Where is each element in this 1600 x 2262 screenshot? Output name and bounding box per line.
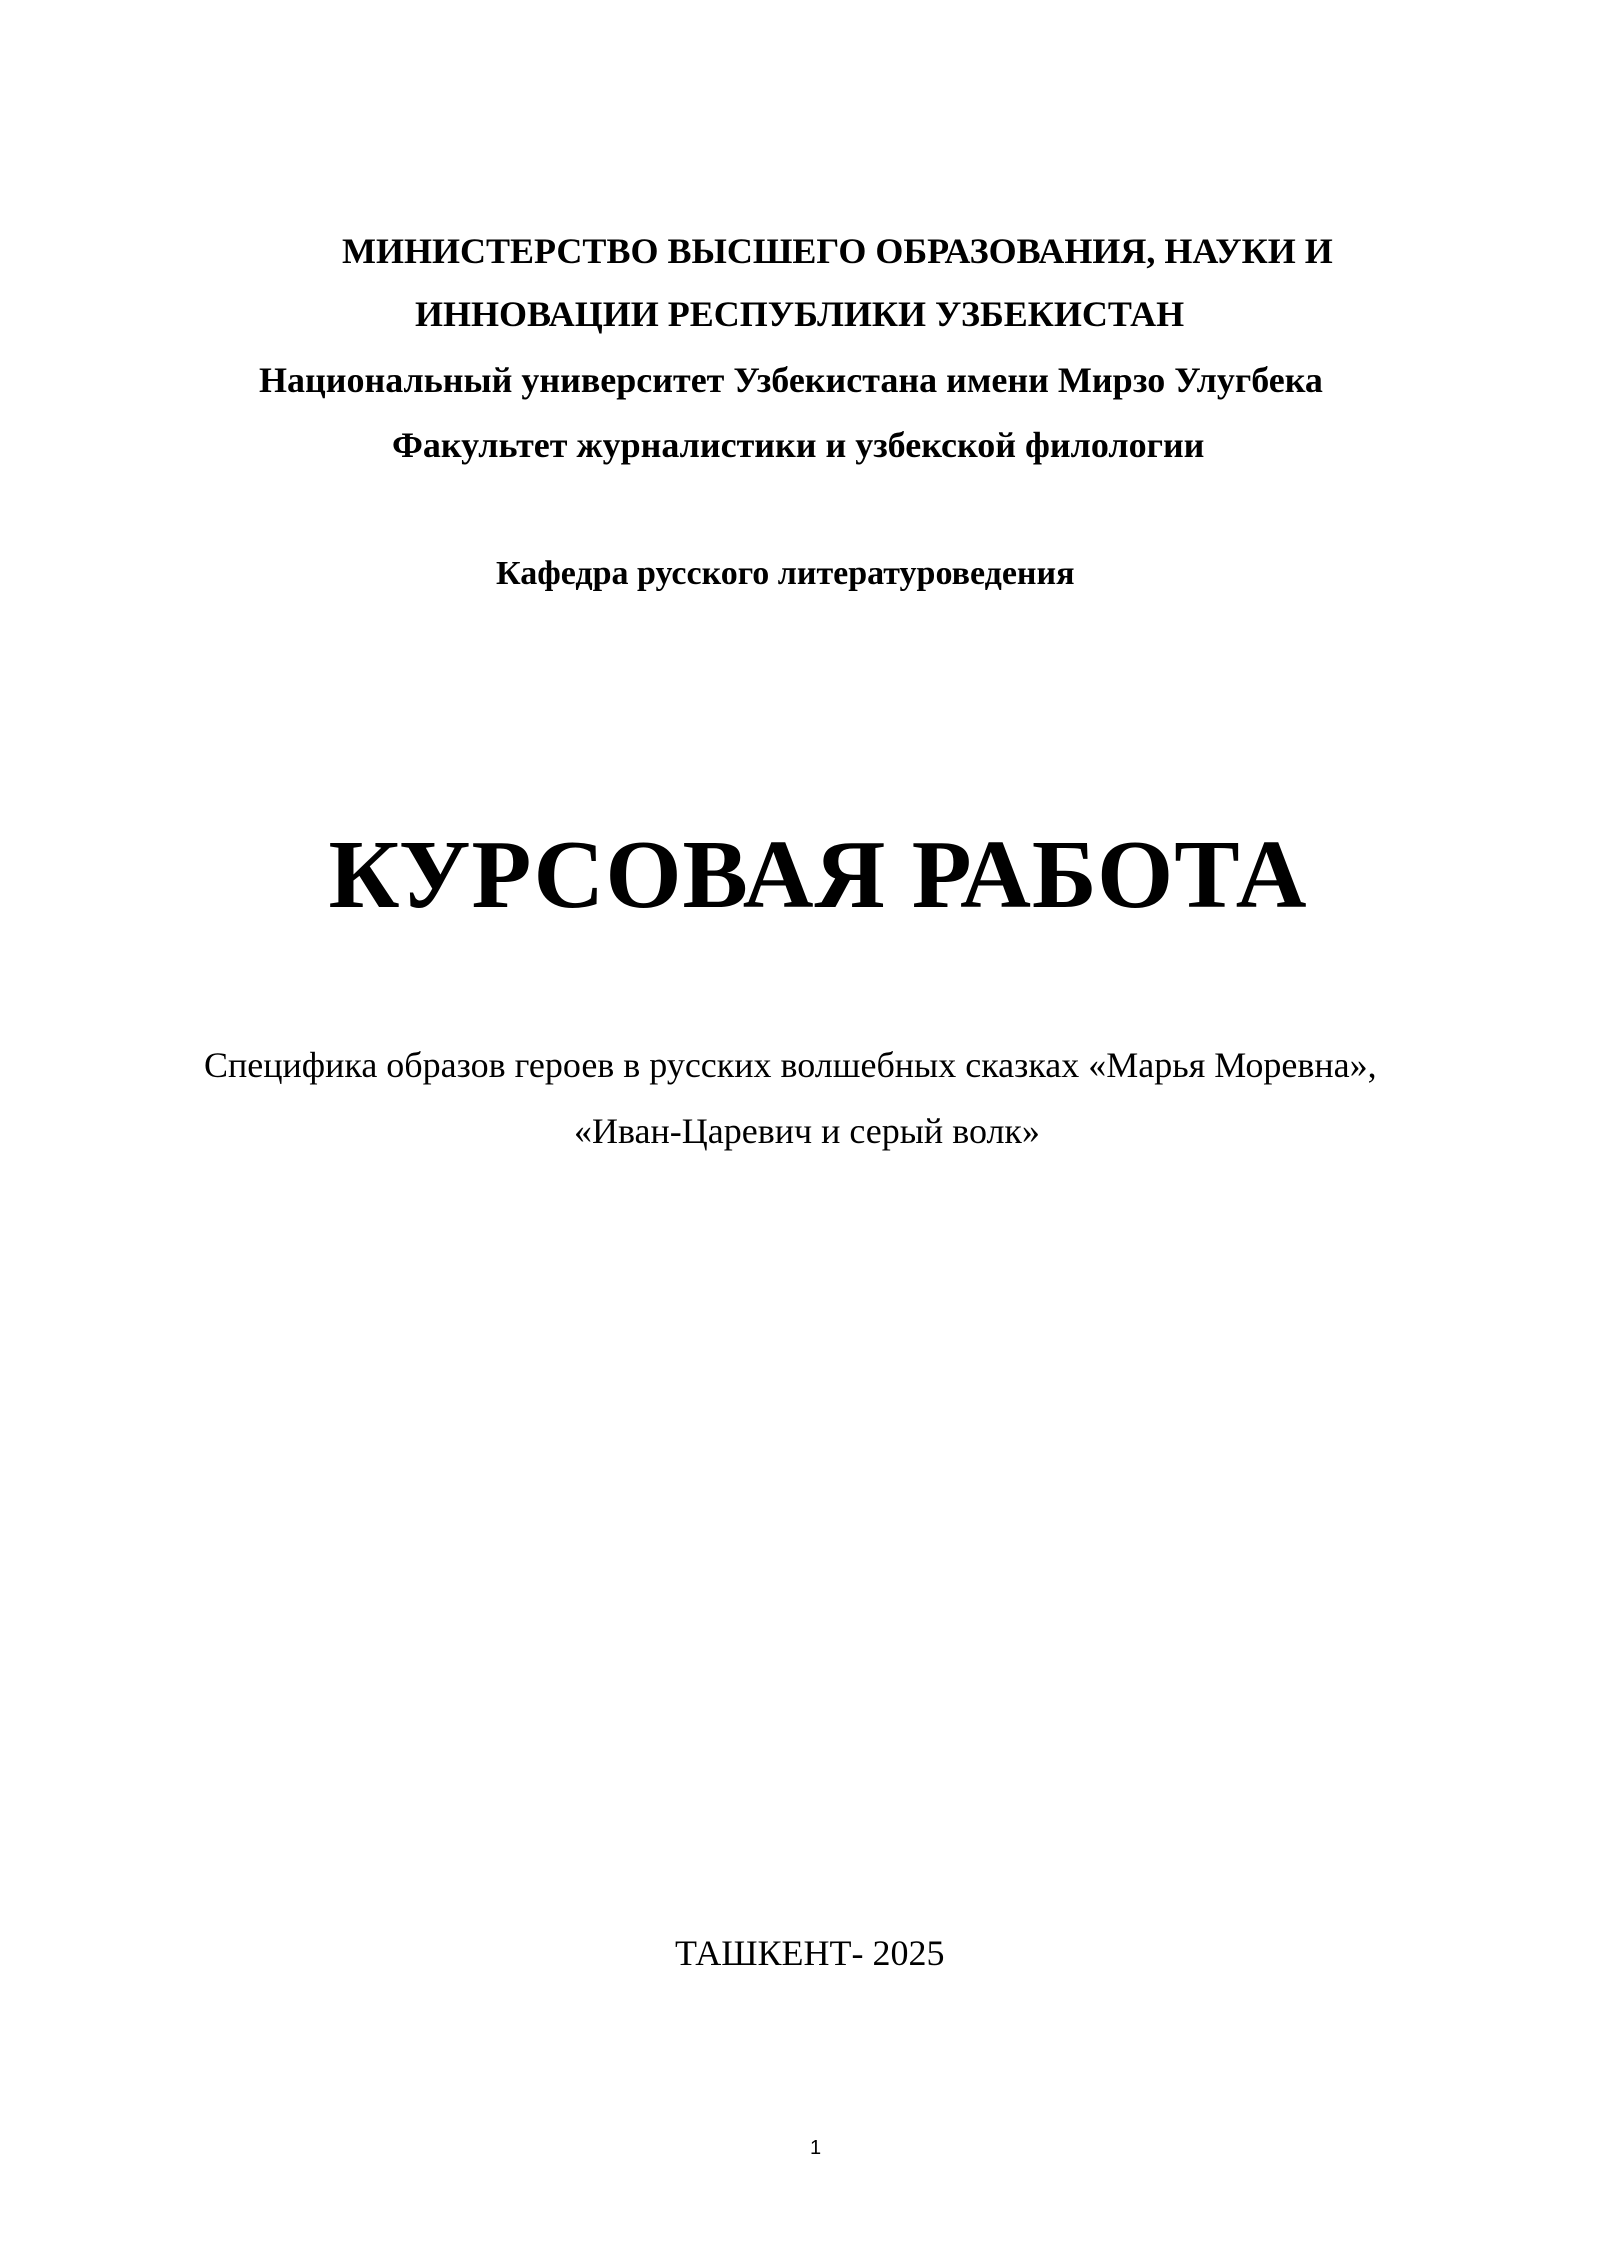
city-year: ТАШКЕНТ- 2025: [675, 1933, 945, 1973]
ministry-line-1: МИНИСТЕРСТВО ВЫСШЕГО ОБРАЗОВАНИЯ, НАУКИ И: [342, 231, 1333, 271]
faculty-name: Факультет журналистики и узбекской филологии: [392, 425, 1205, 465]
page-number: 1: [810, 2137, 822, 2159]
university-name: Национальный университет Узбекистана имени Мирзо Улугбека: [259, 360, 1323, 400]
topic-line-1: Специфика образов героев в русских волшебных сказках «Марья Моревна»,: [204, 1045, 1377, 1085]
ministry-line-2: ИННОВАЦИИ РЕСПУБЛИКИ УЗБЕКИСТАН: [415, 294, 1185, 334]
topic-line-2: «Иван-Царевич и серый волк»: [574, 1111, 1040, 1151]
department-name: Кафедра русского литературоведения: [496, 555, 1075, 592]
document-title: КУРСОВАЯ РАБОТА: [328, 821, 1308, 929]
